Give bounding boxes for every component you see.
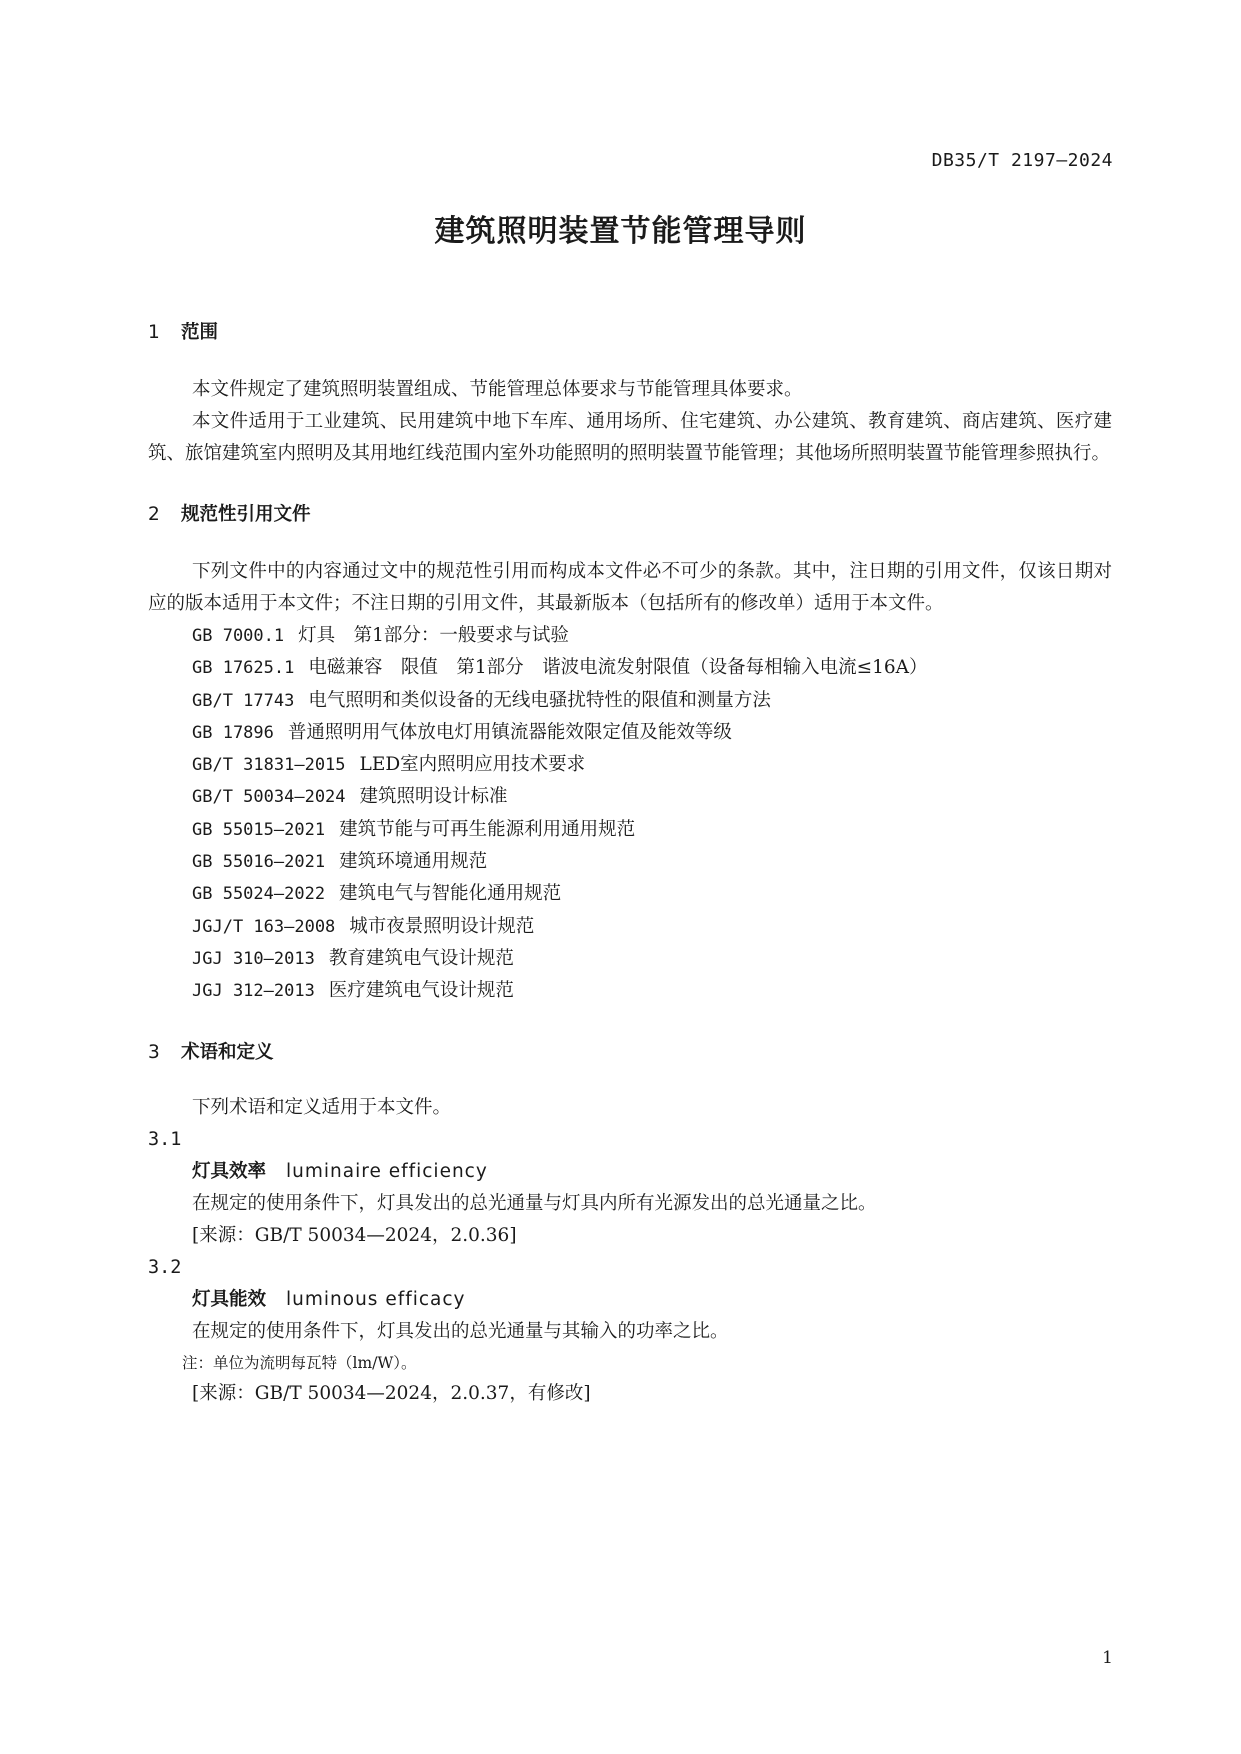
reference-item xyxy=(148,717,1112,749)
section-number: 1 xyxy=(148,322,160,343)
reference-item xyxy=(148,814,1112,846)
reference-title: 建筑环境通用规范 xyxy=(339,851,488,873)
term-number: 3.1 xyxy=(148,1128,182,1150)
term-number: 3.2 xyxy=(148,1256,182,1278)
page-number: 1 xyxy=(1102,1648,1113,1668)
reference-title: 建筑电气与智能化通用规范 xyxy=(339,883,562,905)
reference-item xyxy=(148,749,1112,781)
reference-title: 教育建筑电气设计规范 xyxy=(328,947,514,969)
scope-paragraph-2: 本文件适用于工业建筑、民用建筑中地下车库、通用场所、住宅建筑、办公建筑、教育建筑、商店建筑、医疗建筑、旅馆建筑室内照明及其用地红线范围内室外功能照明的照明装置节能管理；其他场所照明装置节能管理参照执行。 xyxy=(148,411,1112,464)
reference-item xyxy=(148,846,1112,878)
term-definition: 在规定的使用条件下，灯具发出的总光通量与灯具内所有光源发出的总光通量之比。 xyxy=(192,1192,877,1214)
reference-title: 普通照明用气体放电灯用镇流器能效限定值及能效等级 xyxy=(287,721,732,743)
reference-item xyxy=(148,620,1112,652)
document-body xyxy=(148,318,1112,1410)
reference-title: 建筑照明设计标准 xyxy=(359,786,508,808)
section-number: 2 xyxy=(148,504,160,525)
reference-title: 灯具 第1部分：一般要求与试验 xyxy=(298,625,569,646)
section-2-heading xyxy=(148,500,1112,526)
standard-number: DB35/T 2197—2024 xyxy=(931,150,1113,171)
term-chinese: 灯具效率 xyxy=(192,1160,267,1182)
reference-item xyxy=(148,685,1112,717)
reference-code: GB 55015—2021 xyxy=(192,819,326,840)
section-1-heading xyxy=(148,318,1112,344)
term-english: luminaire efficiency xyxy=(286,1160,488,1182)
reference-title: 电气照明和类似设备的无线电骚扰特性的限值和测量方法 xyxy=(308,689,771,711)
scope-paragraph-1: 本文件规定了建筑照明装置组成、节能管理总体要求与节能管理具体要求。 xyxy=(192,379,803,400)
section-number: 3 xyxy=(148,1041,160,1063)
reference-item xyxy=(148,878,1112,910)
reference-code: GB 55016—2021 xyxy=(192,852,326,873)
reference-code: JGJ/T 163—2008 xyxy=(192,916,336,937)
reference-title: 建筑节能与可再生能源利用通用规范 xyxy=(339,818,636,840)
reference-code: GB/T 31831—2015 xyxy=(192,755,346,776)
reference-item xyxy=(148,975,1112,1007)
reference-code: JGJ 312—2013 xyxy=(192,981,315,1002)
reference-title: LED室内照明应用技术要求 xyxy=(359,754,586,776)
term-chinese: 灯具能效 xyxy=(192,1288,267,1310)
reference-code: GB 17625.1 xyxy=(192,658,295,679)
reference-code: GB 7000.1 xyxy=(192,626,285,646)
reference-code: GB/T 50034—2024 xyxy=(192,787,346,808)
terms-intro: 下列术语和定义适用于本文件。 xyxy=(192,1096,452,1118)
term-source: [来源：GB/T 50034—2024，2.0.36] xyxy=(192,1224,517,1246)
term-heading xyxy=(148,1284,1112,1316)
section-3-heading xyxy=(148,1038,1112,1064)
term-heading xyxy=(148,1156,1112,1188)
reference-code: GB 55024—2022 xyxy=(192,884,326,905)
reference-code: GB/T 17743 xyxy=(192,690,295,711)
reference-code: JGJ 310—2013 xyxy=(192,948,315,969)
term-source: [来源：GB/T 50034—2024，2.0.37，有修改] xyxy=(192,1382,591,1404)
section-title: 术语和定义 xyxy=(181,1041,274,1063)
reference-item xyxy=(148,943,1112,975)
reference-title: 电磁兼容 限值 第1部分 谐波电流发射限值（设备每相输入电流≤16A） xyxy=(308,657,928,679)
section-title: 范围 xyxy=(181,322,219,343)
references-intro: 下列文件中的内容通过文中的规范性引用而构成本文件必不可少的条款。其中，注日期的引用文件，仅该日期对应的版本适用于本文件；不注日期的引用文件，其最新版本（包括所有的修改单）适用于本文件。 xyxy=(148,561,1112,614)
reference-item xyxy=(148,911,1112,943)
reference-title: 医疗建筑电气设计规范 xyxy=(328,980,514,1002)
reference-item xyxy=(148,652,1112,684)
reference-title: 城市夜景照明设计规范 xyxy=(349,915,535,937)
reference-code: GB 17896 xyxy=(192,722,274,743)
document-title: 建筑照明装置节能管理导则 xyxy=(434,214,807,249)
reference-list xyxy=(148,620,1112,1008)
term-note: 注：单位为流明每瓦特（lm/W）。 xyxy=(182,1353,417,1372)
term-definition: 在规定的使用条件下，灯具发出的总光通量与其输入的功率之比。 xyxy=(192,1320,729,1342)
term-english: luminous efficacy xyxy=(286,1288,466,1310)
section-title: 规范性引用文件 xyxy=(181,504,311,525)
reference-item xyxy=(148,781,1112,813)
